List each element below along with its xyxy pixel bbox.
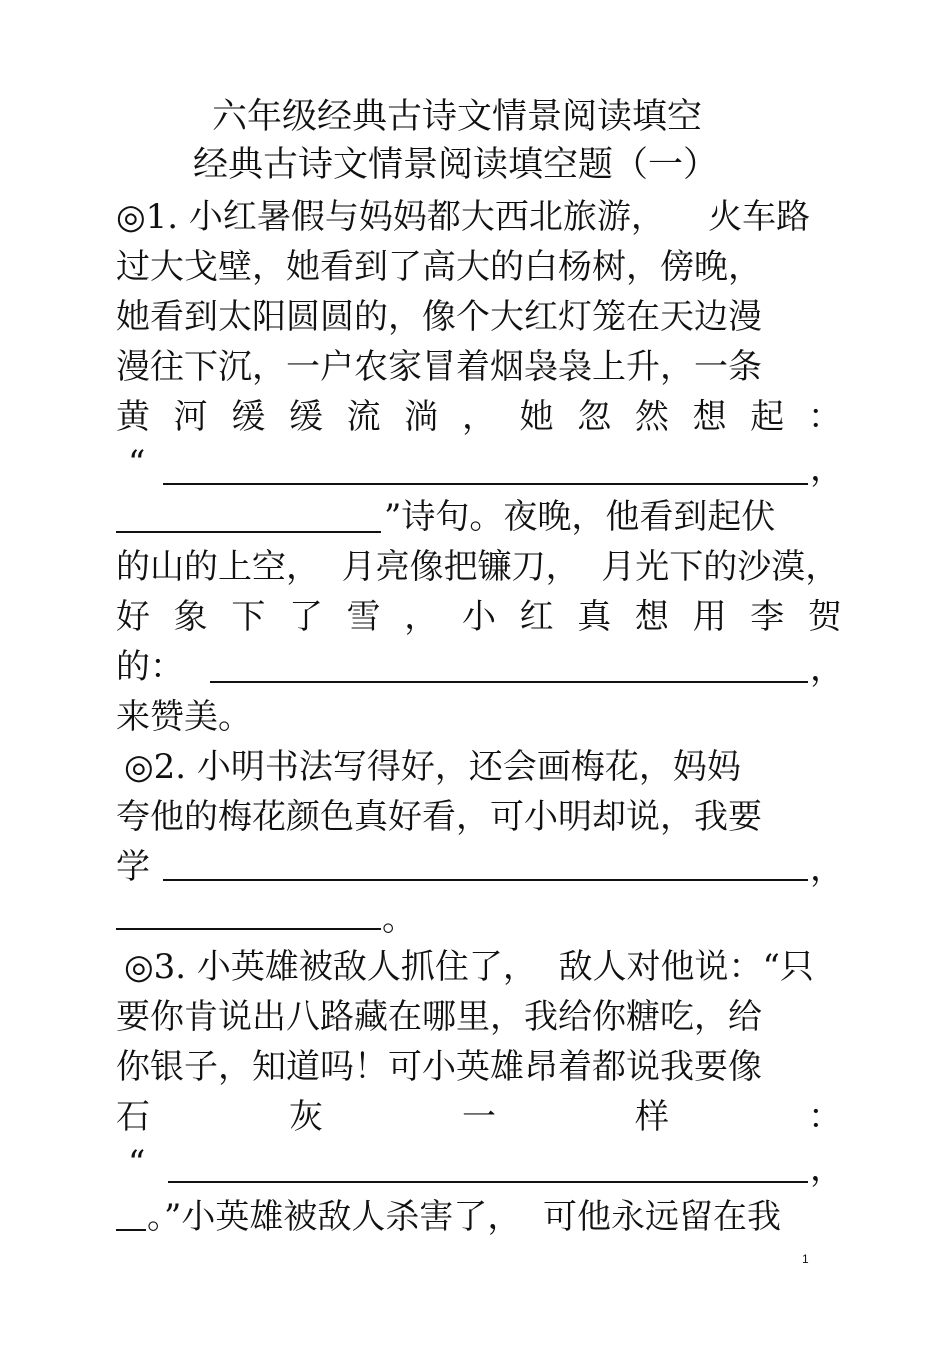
q3-line-4: 石 灰 一 样 ： <box>116 1097 842 1137</box>
q1-line-10-label: 的： <box>116 647 184 687</box>
q3-line-1: ◎3. 小英雄被敌人抓住了， 敌人对他说：“只 <box>124 947 814 987</box>
q3-blank-b <box>116 1229 146 1231</box>
q3-open-quote: “ <box>128 1143 146 1183</box>
q1-line-8: 的山的上空， 月亮像把镰刀， 月光下的沙漠， <box>116 547 840 587</box>
q3-line-6: 。”小英雄被敌人杀害了， 可他永远留在我 <box>147 1197 781 1237</box>
q1-line-7: ”诗句。夜晚，他看到起伏 <box>384 497 776 537</box>
q1-comma-2: ， <box>810 649 844 689</box>
page-number: 1 <box>802 1252 809 1266</box>
q1-line-11: 来赞美。 <box>116 697 252 737</box>
q3-blank-a <box>168 1181 808 1183</box>
q2-line-3-label: 学 <box>116 847 150 887</box>
q1-blank-1a <box>163 483 808 485</box>
q1-blank-1b <box>116 531 381 533</box>
q1-line-4: 漫往下沉，一户农家冒着烟袅袅上升，一条 <box>116 347 762 387</box>
q1-line-9: 好 象 下 了 雪 ， 小 红 真 想 用 李 贺 <box>116 597 842 637</box>
q1-line-1: ◎1. 小红暑假与妈妈都大西北旅游， 火车路 <box>116 197 811 237</box>
q1-line-2: 过大戈壁，她看到了高大的白杨树，傍晚， <box>116 247 762 287</box>
q2-line-1: ◎2. 小明书法写得好，还会画梅花，妈妈 <box>124 747 741 787</box>
q2-blank-b <box>116 928 381 930</box>
page-title: 六年级经典古诗文情景阅读填空 <box>212 97 703 137</box>
q2-line-2: 夸他的梅花颜色真好看，可小明却说，我要 <box>116 797 762 837</box>
q1-comma-1: ， <box>810 449 844 489</box>
q1-blank-2 <box>210 681 808 683</box>
page-subtitle: 经典古诗文情景阅读填空题（一） <box>193 145 719 185</box>
q3-line-2: 要你肯说出八路藏在哪里，我给你糖吃，给 <box>116 997 762 1037</box>
q2-blank-a <box>163 879 808 881</box>
q3-line-3: 你银子，知道吗！可小英雄昂着都说我要像 <box>116 1047 762 1087</box>
q3-comma: ， <box>810 1149 844 1189</box>
q2-period: 。 <box>382 899 416 939</box>
q1-open-quote: “ <box>128 443 146 483</box>
q1-line-3: 她看到太阳圆圆的，像个大红灯笼在天边漫 <box>116 297 762 337</box>
q2-comma: ， <box>810 849 844 889</box>
q1-line-5: 黄 河 缓 缓 流 淌 ， 她 忽 然 想 起 ： <box>116 397 842 437</box>
